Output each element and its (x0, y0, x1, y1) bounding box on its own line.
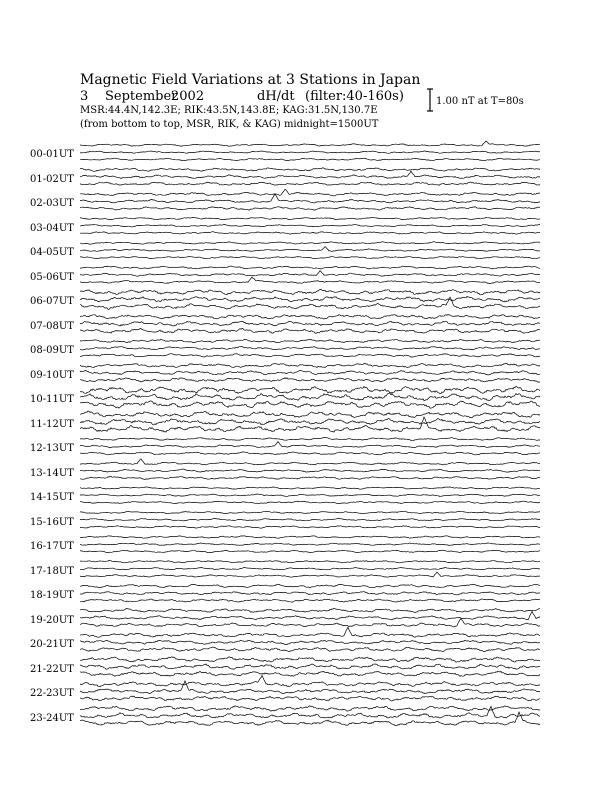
trace-line (80, 459, 540, 465)
trace-line (80, 567, 540, 569)
trace-line (80, 207, 540, 211)
trace-line (80, 339, 540, 343)
trace-line (80, 675, 540, 686)
trace-line (80, 494, 540, 497)
trace-line (80, 224, 540, 227)
hour-label: 13-14UT (30, 467, 74, 479)
trace-line (80, 141, 540, 146)
trace-line (80, 681, 540, 694)
hour-label: 14-15UT (30, 492, 74, 503)
quantity-label: dH/dt (257, 89, 295, 104)
hour-label: 12-13UT (30, 443, 74, 454)
trace-line (80, 315, 540, 320)
trace-line (80, 158, 540, 161)
trace-line (80, 671, 540, 676)
date-month: September (105, 89, 178, 104)
trace-line (80, 487, 540, 489)
trace-line (80, 561, 540, 563)
stations-label: MSR:44.4N,142.3E; RIK:43.5N,143.8E; KAG:31.5N,130.7E (80, 105, 378, 116)
hour-label: 02-03UT (30, 198, 74, 209)
hour-label: 15-16UT (30, 516, 74, 528)
trace-line (80, 476, 540, 479)
hour-label: 07-08UT (30, 320, 74, 332)
hour-label: 00-01UT (30, 149, 74, 160)
trace-line (80, 242, 540, 245)
date-day: 3 (80, 89, 89, 104)
trace-line (80, 354, 540, 358)
trace-line (80, 321, 540, 326)
trace-line (80, 664, 540, 669)
trace-line (80, 592, 540, 595)
trace-line (80, 536, 540, 539)
trace-line (80, 266, 540, 269)
trace-line (80, 501, 540, 504)
trace-line (80, 417, 540, 432)
trace-line (80, 518, 540, 521)
hour-label: 19-20UT (30, 614, 74, 626)
trace-line (80, 168, 540, 172)
trace-line (80, 619, 540, 628)
hour-label: 17-18UT (30, 565, 74, 577)
trace-line (80, 151, 540, 153)
trace-line (80, 194, 540, 203)
trace-line (80, 526, 540, 528)
hour-label: 21-22UT (30, 663, 74, 675)
hour-label: 11-12UT (30, 418, 74, 430)
trace-line (80, 657, 540, 662)
trace-line (80, 550, 540, 553)
trace-line (80, 378, 540, 383)
trace-line (80, 393, 540, 400)
trace-line (80, 647, 540, 652)
trace-line (80, 182, 540, 185)
trace-line (80, 584, 540, 588)
trace-line (80, 707, 540, 719)
trace-line (80, 329, 540, 334)
hour-label: 22-23UT (30, 688, 74, 699)
trace-line (80, 171, 540, 179)
trace-line (80, 511, 540, 514)
trace-line (80, 543, 540, 546)
trace-line (80, 418, 540, 424)
hour-label: 01-02UT (30, 173, 74, 185)
scale-label: 1.00 nT at T=80s (436, 96, 524, 107)
trace-line (80, 232, 540, 235)
trace-line (80, 401, 540, 408)
trace-line (80, 438, 540, 441)
trace-line (80, 442, 540, 448)
trace-line (80, 257, 540, 259)
trace-line (80, 706, 540, 712)
trace-line (80, 452, 540, 455)
hour-label: 09-10UT (30, 369, 74, 381)
hour-label: 06-07UT (30, 296, 74, 307)
trace-line (80, 411, 540, 418)
trace-line (80, 189, 540, 196)
trace-line (80, 611, 540, 619)
chart-title: Magnetic Field Variations at 3 Stations in Japan (80, 72, 421, 88)
trace-line (80, 627, 540, 637)
trace-line (80, 296, 540, 302)
trace-line (80, 217, 540, 220)
trace-line (80, 696, 540, 701)
order-note: (from bottom to top, MSR, RIK, & KAG) midnight=1500UT (80, 119, 379, 130)
date-year: 2002 (171, 89, 205, 104)
trace-line (80, 469, 540, 472)
hour-label: 04-05UT (30, 247, 74, 258)
trace-line (80, 346, 540, 350)
trace-line (80, 277, 540, 283)
trace-line (80, 386, 540, 393)
hour-label: 08-09UT (30, 345, 74, 356)
trace-line (80, 608, 540, 612)
hour-label: 05-06UT (30, 271, 74, 283)
hour-label: 10-11UT (30, 394, 74, 405)
hour-label: 03-04UT (30, 222, 74, 234)
hour-label: 16-17UT (30, 541, 74, 552)
hour-label: 23-24UT (30, 712, 74, 724)
trace-line (80, 247, 540, 252)
filter-label: (filter:40-160s) (305, 89, 404, 104)
trace-line (80, 572, 540, 577)
trace-line (80, 640, 540, 644)
trace-line (80, 370, 540, 375)
hour-label: 20-21UT (30, 639, 74, 650)
trace-line (80, 289, 540, 295)
trace-line (80, 271, 540, 277)
hour-label: 18-19UT (30, 590, 74, 601)
trace-line (80, 363, 540, 367)
trace-line (80, 599, 540, 602)
